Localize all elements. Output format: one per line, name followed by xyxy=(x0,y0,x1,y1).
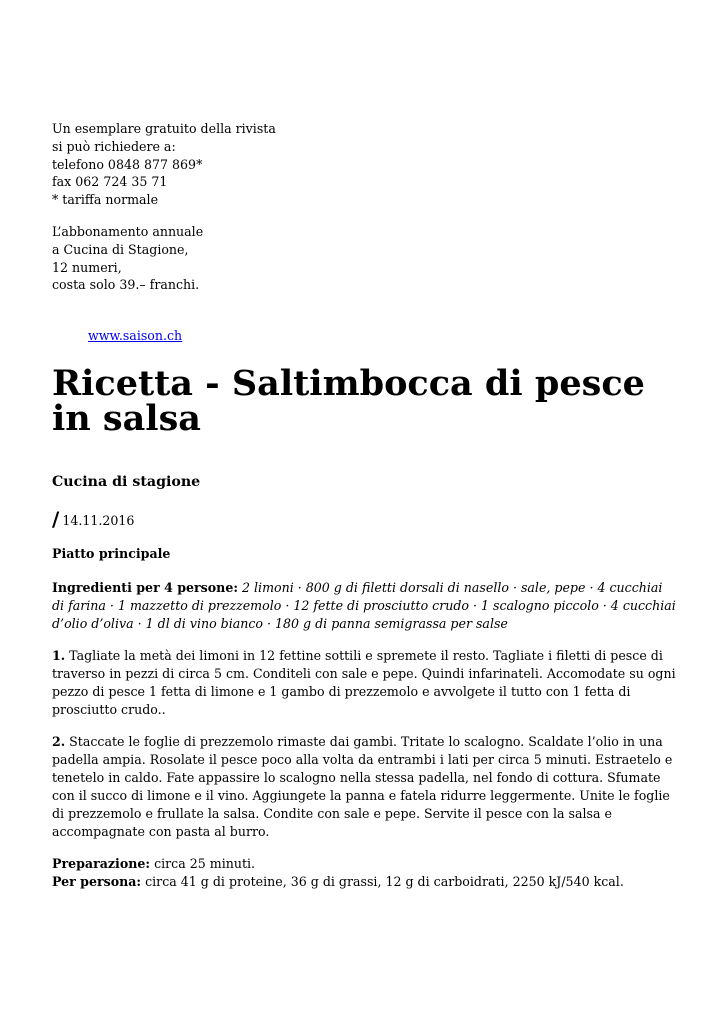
contact-note: * tariffa normale xyxy=(52,192,159,208)
preparation-label: Preparazione: xyxy=(52,856,151,871)
page-title: Ricetta - Saltimbocca di pesce in salsa xyxy=(52,363,645,439)
ingredients-paragraph xyxy=(52,579,677,633)
contact-info xyxy=(52,120,276,209)
per-person-value: circa 41 g di proteine, 36 g di grassi, 12 g di carboidrati, 2250 kJ/540 kcal. xyxy=(145,873,624,889)
publish-date: 14.11.2016 xyxy=(62,513,135,528)
subscription-line: L’abbonamento annuale xyxy=(52,224,204,239)
contact-phone: telefono 0848 877 869* xyxy=(52,156,203,172)
preparation-value: circa 25 minuti. xyxy=(154,856,256,871)
subscription-line: a Cucina di Stagione, xyxy=(52,241,189,257)
source-name: Cucina di stagione xyxy=(52,474,201,490)
step-text: Tagliate la metà dei limoni in 12 fettine sottili e spremete il resto. Tagliate i filetti di pesce di traverso in pezzi di circa 5 cm. Conditeli con sale e pepe. Quindi infarinateli. Accomodate su ogni pezzo di pesce 1 fetta di limone e 1 gambo di prezzemolo e avvolgete il tutto con 1 fetta di prosciutto crudo.. xyxy=(52,648,676,717)
contact-line: Un esemplare gratuito della rivista xyxy=(52,121,276,136)
step-text: Staccate le foglie di prezzemolo rimaste dai gambi. Tritate lo scalogno. Scaldate l’olio in una padella ampia. Rosolate il pesce poco alla volta da entrambi i lati per circa 5 minuti. Estraetelo e tenetelo in caldo. Fate appassire lo scalogno nella stessa padella, nel fondo di cottura. Sfumate con il succo di limone e il vino. Aggiungete la panna e fatela ridurre leggermente. Unite le foglie di prezzemolo e frullate la salsa. Condite con sale e pepe. Servite il pesce con la salsa e accompagnate con pasta al burro. xyxy=(52,734,673,839)
per-person-label: Per persona: xyxy=(52,873,142,889)
nutrition-info xyxy=(52,855,677,891)
recipe-step xyxy=(52,647,677,719)
ingredients-label: Ingredienti per 4 persone: xyxy=(52,580,238,595)
date-line xyxy=(52,508,134,532)
recipe-step xyxy=(52,733,677,840)
date-separator: / xyxy=(52,507,60,531)
subscription-price: costa solo 39.– franchi. xyxy=(52,277,200,293)
recipe-category: Piatto principale xyxy=(52,546,171,561)
step-number: 1. xyxy=(52,648,66,663)
contact-line: si può richiedere a: xyxy=(52,138,176,154)
subscription-info xyxy=(52,223,203,294)
subscription-line: 12 numeri, xyxy=(52,259,122,275)
step-number: 2. xyxy=(52,734,66,749)
website-link[interactable]: www.saison.ch xyxy=(88,328,183,343)
contact-fax: fax 062 724 35 71 xyxy=(52,174,168,190)
ingredients-list: 2 limoni · 800 g di filetti dorsali di nasello · sale, pepe · 4 cucchiai di farina · 1 mazzetto di prezzemolo · 12 fette di prosciutto crudo · 1 scalogno piccolo · 4 cucchiai d’olio d’oliva · 1 dl di vino bianco · 180 g di panna semigrassa per salse xyxy=(52,580,676,631)
